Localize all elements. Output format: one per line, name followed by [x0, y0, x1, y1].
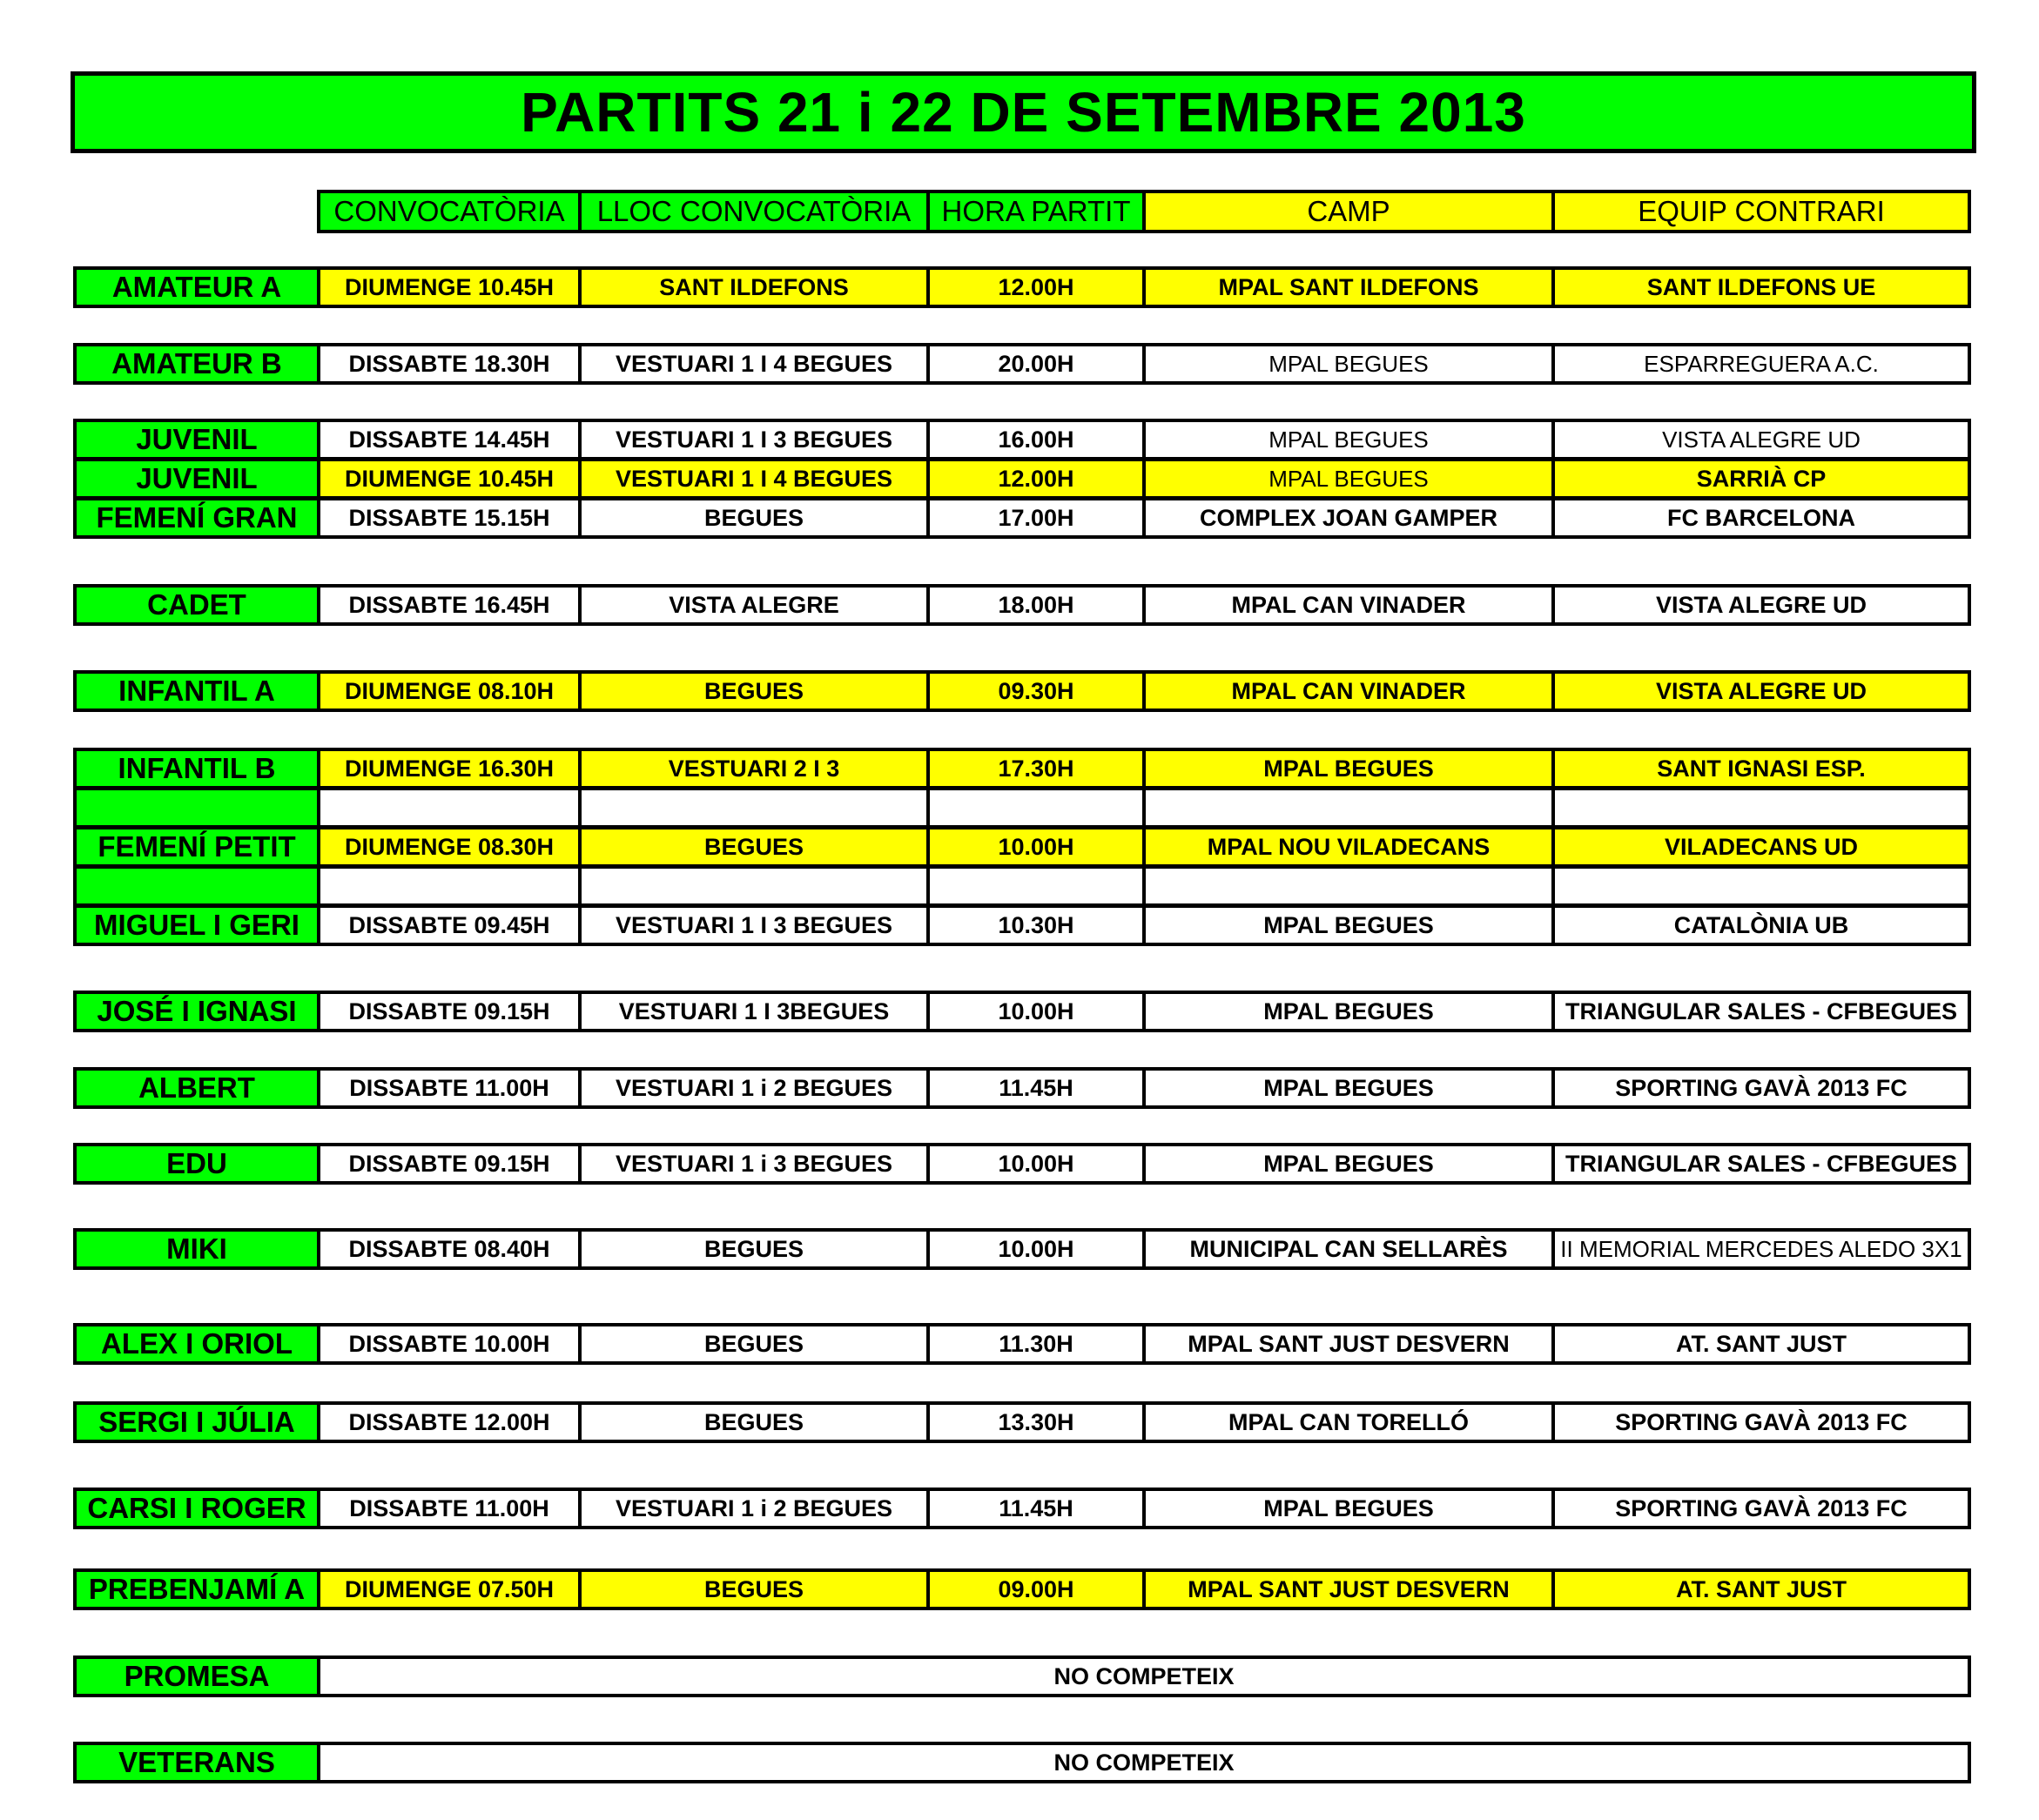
- call-time: DISSABTE 08.40H: [317, 1228, 582, 1270]
- field: MUNICIPAL CAN SELLARÈS: [1142, 1228, 1555, 1270]
- meeting-place: BEGUES: [578, 1401, 930, 1443]
- call-time: DISSABTE 09.45H: [317, 904, 582, 946]
- call-time: DISSABTE 10.00H: [317, 1323, 582, 1365]
- opponent: AT. SANT JUST: [1551, 1568, 1971, 1610]
- team-name: MIGUEL I GERI: [73, 904, 320, 946]
- match-time: 17.30H: [926, 748, 1146, 789]
- opponent: SPORTING GAVÀ 2013 FC: [1551, 1401, 1971, 1443]
- team-name: [73, 865, 320, 907]
- meeting-place: VESTUARI 1 I 4 BEGUES: [578, 343, 930, 385]
- opponent: VISTA ALEGRE UD: [1551, 584, 1971, 626]
- match-time: 20.00H: [926, 343, 1146, 385]
- call-time: DIUMENGE 10.45H: [317, 458, 582, 500]
- match-time: 12.00H: [926, 458, 1146, 500]
- field: COMPLEX JOAN GAMPER: [1142, 497, 1555, 539]
- column-header: LLOC CONVOCATÒRIA: [578, 190, 930, 233]
- column-header: EQUIP CONTRARI: [1551, 190, 1971, 233]
- team-name: ALBERT: [73, 1067, 320, 1109]
- page-title: PARTITS 21 i 22 DE SETEMBRE 2013: [71, 71, 1976, 153]
- match-time: 10.30H: [926, 904, 1146, 946]
- opponent: SPORTING GAVÀ 2013 FC: [1551, 1067, 1971, 1109]
- opponent: TRIANGULAR SALES - CFBEGUES: [1551, 1143, 1971, 1185]
- match-time: 09.30H: [926, 670, 1146, 712]
- call-time: DIUMENGE 10.45H: [317, 266, 582, 308]
- meeting-place: VESTUARI 1 i 2 BEGUES: [578, 1067, 930, 1109]
- match-time: 11.45H: [926, 1488, 1146, 1529]
- team-name: PREBENJAMÍ A: [73, 1568, 320, 1610]
- meeting-place: VESTUARI 1 I 3BEGUES: [578, 991, 930, 1032]
- match-time: 11.30H: [926, 1323, 1146, 1365]
- match-time: [926, 865, 1146, 907]
- call-time: DISSABTE 15.15H: [317, 497, 582, 539]
- field: MPAL BEGUES: [1142, 1143, 1555, 1185]
- team-name: PROMESA: [73, 1655, 320, 1697]
- opponent: SPORTING GAVÀ 2013 FC: [1551, 1488, 1971, 1529]
- opponent: II MEMORIAL MERCEDES ALEDO 3X1: [1551, 1228, 1971, 1270]
- match-time: 12.00H: [926, 266, 1146, 308]
- call-time: DISSABTE 09.15H: [317, 1143, 582, 1185]
- match-time: 10.00H: [926, 1228, 1146, 1270]
- team-name: EDU: [73, 1143, 320, 1185]
- match-time: 13.30H: [926, 1401, 1146, 1443]
- field: MPAL BEGUES: [1142, 343, 1555, 385]
- field: MPAL BEGUES: [1142, 1067, 1555, 1109]
- opponent: VISTA ALEGRE UD: [1551, 419, 1971, 460]
- meeting-place: VISTA ALEGRE: [578, 584, 930, 626]
- opponent: CATALÒNIA UB: [1551, 904, 1971, 946]
- call-time: DIUMENGE 08.30H: [317, 826, 582, 868]
- match-time: 09.00H: [926, 1568, 1146, 1610]
- match-time: 10.00H: [926, 1143, 1146, 1185]
- match-time: 16.00H: [926, 419, 1146, 460]
- field: MPAL BEGUES: [1142, 748, 1555, 789]
- match-time: 17.00H: [926, 497, 1146, 539]
- team-name: VETERANS: [73, 1742, 320, 1783]
- field: MPAL SANT JUST DESVERN: [1142, 1568, 1555, 1610]
- team-name: CADET: [73, 584, 320, 626]
- field: MPAL CAN VINADER: [1142, 670, 1555, 712]
- call-time: [317, 865, 582, 907]
- no-compete-note: NO COMPETEIX: [317, 1655, 1971, 1697]
- call-time: DIUMENGE 07.50H: [317, 1568, 582, 1610]
- opponent: TRIANGULAR SALES - CFBEGUES: [1551, 991, 1971, 1032]
- match-time: 18.00H: [926, 584, 1146, 626]
- team-name: AMATEUR B: [73, 343, 320, 385]
- meeting-place: BEGUES: [578, 670, 930, 712]
- match-time: [926, 787, 1146, 829]
- meeting-place: VESTUARI 2 I 3: [578, 748, 930, 789]
- call-time: DISSABTE 16.45H: [317, 584, 582, 626]
- team-name: AMATEUR A: [73, 266, 320, 308]
- opponent: SANT IGNASI ESP.: [1551, 748, 1971, 789]
- field: MPAL BEGUES: [1142, 458, 1555, 500]
- field: MPAL BEGUES: [1142, 904, 1555, 946]
- call-time: DISSABTE 11.00H: [317, 1488, 582, 1529]
- meeting-place: BEGUES: [578, 497, 930, 539]
- opponent: SANT ILDEFONS UE: [1551, 266, 1971, 308]
- meeting-place: BEGUES: [578, 826, 930, 868]
- call-time: DISSABTE 11.00H: [317, 1067, 582, 1109]
- meeting-place: VESTUARI 1 i 2 BEGUES: [578, 1488, 930, 1529]
- meeting-place: BEGUES: [578, 1323, 930, 1365]
- team-name: CARSI I ROGER: [73, 1488, 320, 1529]
- team-name: INFANTIL A: [73, 670, 320, 712]
- match-time: 10.00H: [926, 826, 1146, 868]
- opponent: AT. SANT JUST: [1551, 1323, 1971, 1365]
- match-time: 10.00H: [926, 991, 1146, 1032]
- call-time: DISSABTE 12.00H: [317, 1401, 582, 1443]
- match-time: 11.45H: [926, 1067, 1146, 1109]
- meeting-place: VESTUARI 1 I 4 BEGUES: [578, 458, 930, 500]
- opponent: VISTA ALEGRE UD: [1551, 670, 1971, 712]
- call-time: DISSABTE 09.15H: [317, 991, 582, 1032]
- call-time: DIUMENGE 08.10H: [317, 670, 582, 712]
- opponent: [1551, 865, 1971, 907]
- field: MPAL CAN TORELLÓ: [1142, 1401, 1555, 1443]
- column-header: CAMP: [1142, 190, 1555, 233]
- team-name: [73, 787, 320, 829]
- team-name: JUVENIL: [73, 458, 320, 500]
- call-time: DISSABTE 14.45H: [317, 419, 582, 460]
- team-name: FEMENÍ GRAN: [73, 497, 320, 539]
- opponent: FC BARCELONA: [1551, 497, 1971, 539]
- team-name: MIKI: [73, 1228, 320, 1270]
- call-time: DIUMENGE 16.30H: [317, 748, 582, 789]
- meeting-place: BEGUES: [578, 1568, 930, 1610]
- meeting-place: VESTUARI 1 I 3 BEGUES: [578, 419, 930, 460]
- meeting-place: [578, 865, 930, 907]
- call-time: [317, 787, 582, 829]
- field: [1142, 787, 1555, 829]
- opponent: [1551, 787, 1971, 829]
- field: MPAL NOU VILADECANS: [1142, 826, 1555, 868]
- opponent: VILADECANS UD: [1551, 826, 1971, 868]
- field: MPAL SANT JUST DESVERN: [1142, 1323, 1555, 1365]
- meeting-place: [578, 787, 930, 829]
- field: [1142, 865, 1555, 907]
- team-name: JUVENIL: [73, 419, 320, 460]
- field: MPAL BEGUES: [1142, 991, 1555, 1032]
- opponent: SARRIÀ CP: [1551, 458, 1971, 500]
- meeting-place: SANT ILDEFONS: [578, 266, 930, 308]
- field: MPAL BEGUES: [1142, 1488, 1555, 1529]
- opponent: ESPARREGUERA A.C.: [1551, 343, 1971, 385]
- team-name: ALEX I ORIOL: [73, 1323, 320, 1365]
- meeting-place: BEGUES: [578, 1228, 930, 1270]
- call-time: DISSABTE 18.30H: [317, 343, 582, 385]
- no-compete-note: NO COMPETEIX: [317, 1742, 1971, 1783]
- meeting-place: VESTUARI 1 I 3 BEGUES: [578, 904, 930, 946]
- meeting-place: VESTUARI 1 i 3 BEGUES: [578, 1143, 930, 1185]
- team-name: SERGI I JÚLIA: [73, 1401, 320, 1443]
- field: MPAL SANT ILDEFONS: [1142, 266, 1555, 308]
- team-name: JOSÉ I IGNASI: [73, 991, 320, 1032]
- column-header: CONVOCATÒRIA: [317, 190, 582, 233]
- field: MPAL CAN VINADER: [1142, 584, 1555, 626]
- team-name: FEMENÍ PETIT: [73, 826, 320, 868]
- team-name: INFANTIL B: [73, 748, 320, 789]
- field: MPAL BEGUES: [1142, 419, 1555, 460]
- column-header: HORA PARTIT: [926, 190, 1146, 233]
